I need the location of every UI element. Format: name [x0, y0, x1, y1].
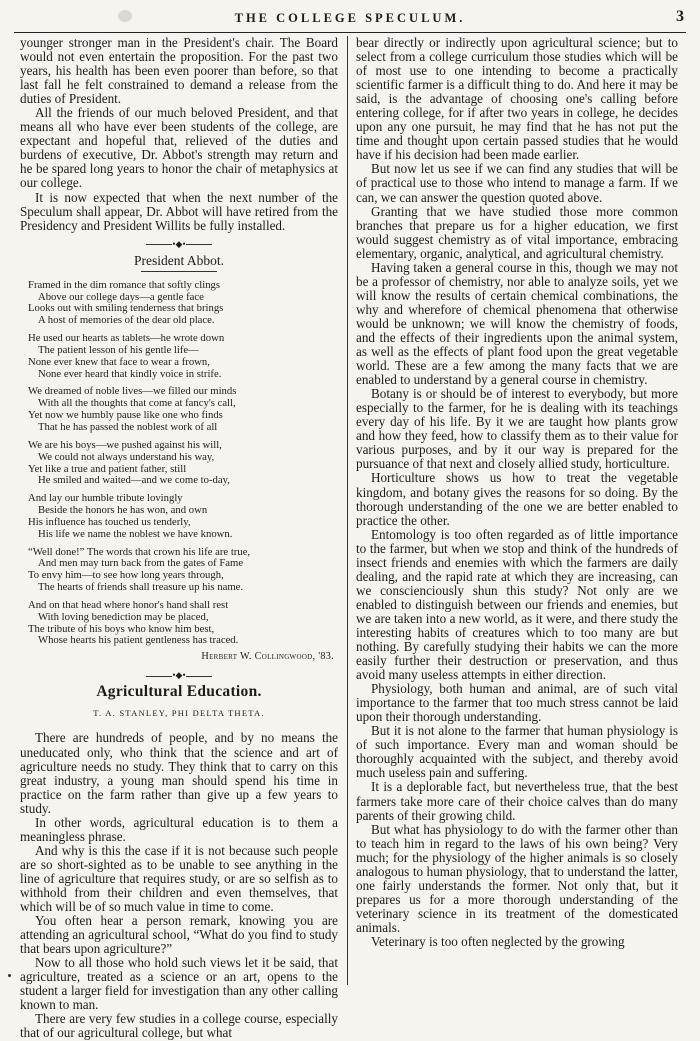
section-separator: •◆•: [20, 671, 338, 680]
poem-stanza: [28, 386, 338, 433]
article-paragraph: bear directly or indirectly upon agricultural science; but to select from a college curriculum those studies which will be of most use to one intending to become a practically scientific farmer is a difficult thing to do. And here it may be said, is the advantage of choosing one's calling before entering college, for if after two years in college, he decides upon any one pursuit, he may find that he has not put the time and thought upon certain passed studies that he would have if his decision had been made earlier.: [356, 35, 678, 163]
article-paragraph: Granting that we have studied those more common branches that prepare us for a higher education, we first would suggest chemistry as of vital importance, embracing elementary, organic, analytical, and agricultural chemistry.: [356, 203, 678, 261]
poem-line: To envy him—to see how long years through,: [28, 569, 224, 582]
article-paragraph: In other words, agricultural education is to them a meaningless phrase.: [20, 814, 338, 844]
poem-line: None ever heard that kindly voice in strife.: [38, 367, 222, 380]
poem-line: A host of memories of the dear old place.: [38, 314, 215, 327]
article-title: Agricultural Education.: [96, 683, 262, 701]
poem-line: Yet now we humbly pause like one who finds: [28, 409, 223, 422]
intro-paragraph: It is now expected that when the next number of the Speculum shall appear, Dr. Abbot will have retired from the Presidency and President Willits be fully installed.: [20, 189, 338, 233]
poem-line: The hearts of friends shall treasure up his name.: [38, 581, 244, 594]
poem-line: Yet like a true and patient father, still: [28, 462, 187, 475]
poem-stanza: [28, 333, 338, 380]
poem-stanza: [28, 493, 338, 540]
page-header: [14, 8, 686, 30]
poem-line: We dreamed of noble lives—we filled our minds: [28, 385, 237, 398]
section-separator: •◆•: [20, 240, 338, 249]
poem-line: And lay our humble tribute lovingly: [28, 492, 183, 505]
poem-line: We are his boys—we pushed against his will,: [28, 438, 222, 451]
poem-line: Framed in the dim romance that softly clings: [28, 278, 221, 291]
poem-line: We could not always understand his way,: [38, 450, 215, 463]
article-paragraph: Entomology is too often regarded as of little importance to the farmer, but when we stop and think of the hundreds of insect friends and enemies with which the farmers are daily dealing, and the rapid rate at which they are increasing, can we conscienciously shun this study? Not only are we enabled to distinguish between our friends and enemies, but we are taken into a new world, as it were, and there study the interesting habits of creatures which to too many are but nothing. By carefully studying their habits we can the more easily further their destruction or preservation, and thus avoid many useless attempts in either direction.: [356, 526, 678, 683]
poem-line: And men may turn back from the gates of Fame: [38, 557, 244, 570]
poem-line: “Well done!” The words that crown his life are true,: [28, 545, 251, 558]
article-paragraph: But it is not alone to the farmer that human physiology is of such importance. Every man and woman should be thoroughly acquainted with the subject, and thereby avoid much useless pain and suffering.: [356, 723, 678, 781]
article-paragraph: You often hear a person remark, knowing you are attending an agricultural school, “What do you find to study that bears upon agriculture?”: [20, 913, 338, 957]
intro-paragraph: All the friends of our much beloved President, and that means all who have ever been students of the college, are expectant and hopeful that, relieved of the duties and burdens of executive, Dr. Abbot's strength may return and he be spared long years to honor the chair of metaphysics at our college.: [20, 105, 338, 191]
poem-stanza: [28, 547, 338, 594]
article-paragraph: Botany is or should be of interest to everybody, but more especially to the farmer, for he is dealing with its teachings every day of his life. By it we are taught how plants grow and how they feed, how to classify them as to their value for various purposes, and by it our way is prepared for the pursuance of that next and closely allied study, horticulture.: [356, 386, 678, 472]
poem-line: None ever knew that face to wear a frown,: [28, 355, 210, 368]
poem-title: President Abbot.: [134, 252, 224, 268]
poem-stanza: [28, 600, 338, 647]
article-paragraph: Now to all those who hold such views let it be said, that agriculture, treated as a science or an art, opens to the student a larger field for investigation than any other calling known to man.: [20, 955, 338, 1013]
poem-line: He used our hearts as tablets—he wrote down: [28, 332, 225, 345]
article-paragraph: Horticulture shows us how to treat the vegetable kingdom, and botany gives the reasons for so doing. By the thorough understanding of the one we are better enabled to practice the other.: [356, 470, 678, 528]
poem-signature: Herbert W. Collingwood, '83.: [201, 651, 334, 663]
poem-line: That he has passed the noblest work of all: [38, 420, 218, 433]
page-number: 3: [676, 8, 684, 25]
article-paragraph: But now let us see if we can find any studies that will be of practical use to those who intend to manage a farm. If we can, we can answer the question quoted above.: [356, 161, 678, 205]
poem-line: And on that head where honor's hand shall rest: [28, 598, 229, 611]
article-byline: T. A. STANLEY, PHI DELTA THETA.: [93, 708, 265, 719]
right-column: [356, 36, 678, 949]
running-title: THE COLLEGE SPECULUM.: [234, 11, 466, 25]
article-paragraph: There are very few studies in a college course, especially that of our agricultural college, but what: [20, 1011, 338, 1041]
header-rule: [14, 32, 686, 33]
article-paragraph: And why is this the case if it is not because such people are so short-sighted as to be unable to see anything in the line of agriculture that requires study, or are so selfish as to withhold from their children and even themselves, that which will be of so much value in time to come.: [20, 842, 338, 915]
article-paragraph: Veterinary is too often neglected by the growing: [371, 934, 625, 949]
article-paragraph: Physiology, both human and animal, are of such vital importance to the farmer that too much stress cannot be laid upon their thorough understanding.: [356, 681, 678, 725]
column-divider: [347, 36, 348, 985]
ink-smudge: [118, 10, 132, 22]
poem-line: With all the thoughts that come at fancy's call,: [38, 397, 236, 410]
article-paragraph: But what has physiology to do with the farmer other than to teach him in regard to the laws of his own being? Very much; for the physiology of the higher animals is so closely analogous to human physiology, that to understand the latter, one fairly understands the former. Not only that, but it prepares us for a more thorough understanding of the veterinary science in its treatment of the domesticated animals.: [356, 821, 678, 935]
ink-dot: [8, 974, 11, 977]
article-paragraph: There are hundreds of people, and by no means the uneducated only, who think that the science and art of agriculture needs no study. They think that to carry on this great industry, a young man should spend his time in practice on the farm rather than give up a few years to study.: [20, 730, 338, 816]
poem-stanza: [28, 280, 338, 327]
poem-line: The patient lesson of his gentle life—: [38, 343, 199, 356]
poem-line: Looks out with smiling tenderness that brings: [28, 302, 224, 315]
left-column: [20, 36, 338, 1041]
article-paragraph: It is a deplorable fact, but nevertheless true, that the best farmers take more care of their choice calves than do many parents of their growing child.: [356, 779, 678, 823]
poem-line: Beside the honors he has won, and own: [38, 504, 208, 517]
poem-line: The tribute of his boys who know him best,: [28, 622, 215, 635]
poem-line: Whose hearts his patient gentleness has traced.: [38, 634, 239, 647]
poem-stanza: [28, 440, 338, 487]
poem-line: His influence has touched us tenderly,: [28, 515, 191, 528]
poem: [20, 280, 338, 648]
poem-line: Above our college days—a gentle face: [38, 290, 204, 303]
poem-title-rule: [141, 271, 217, 272]
intro-paragraph: younger stronger man in the President's chair. The Board would not even entertain the proposition. For the past two years, his health has been even poorer than before, so that last fall he felt constrained to demand a release from the duties of President.: [20, 35, 338, 107]
poem-line: With loving benediction may be placed,: [38, 610, 209, 623]
poem-line: His life we name the noblest we have known.: [38, 527, 233, 540]
article-paragraph: Having taken a general course in this, though we may not be a professor of chemistry, nor able to analyze soils, yet we will know the results of certain chemical combinations, the why and wherefore of chemical phenomena that otherwise would be unknown; we will know the chemistry of foods, and the effects of their ingredients upon the animal system, as well as the effects of plant food upon the great vegetable world. These are a few among the many facts that we are enabled to understand by a general course in chemistry.: [356, 259, 678, 388]
poem-line: He smiled and waited—and we come to-day,: [38, 474, 230, 487]
